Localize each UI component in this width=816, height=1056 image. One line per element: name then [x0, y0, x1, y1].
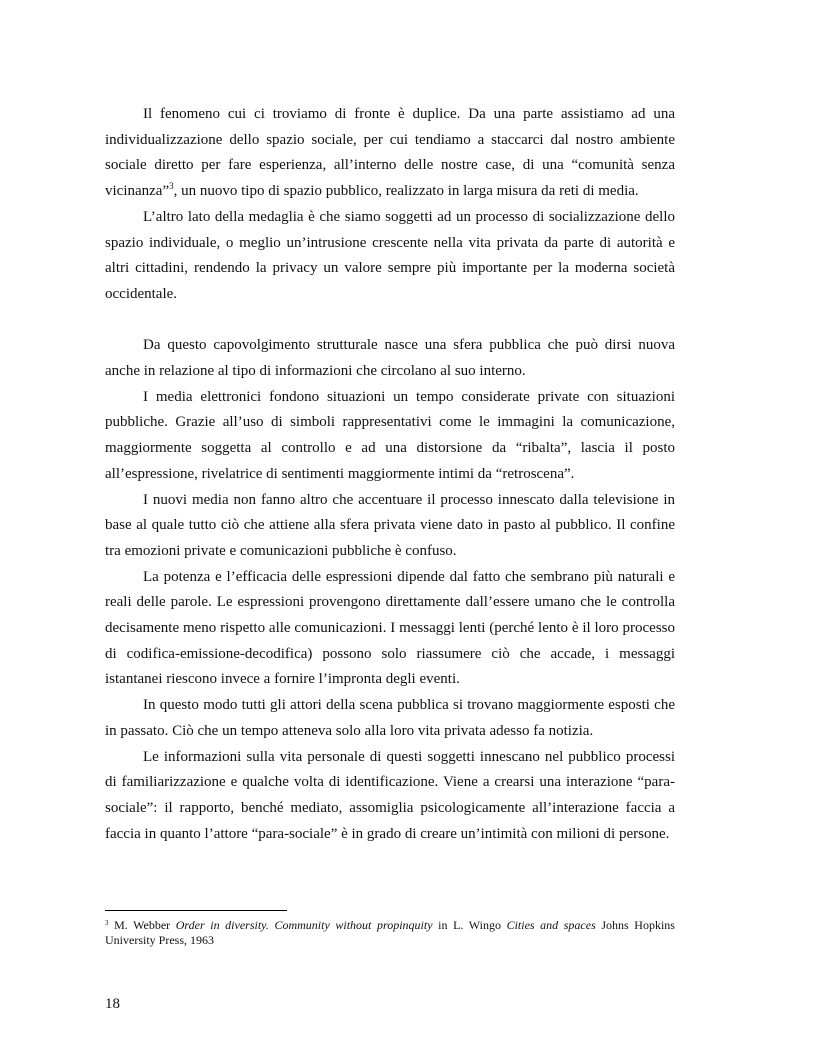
footnote-author: M. Webber: [108, 918, 176, 932]
paragraph-6: La potenza e l’efficacia delle espressioni dipende dal fatto che sembrano più naturali e reali delle parole. Le espressioni provengono direttamente dall’essere umano che le controlla decisamente meno rispetto alle comunicazioni. I messaggi lenti (perché lento è il loro processo di codifica-emissione-decodifica) possono solo riassumere ciò che accade, i messaggi istantanei riescono invece a fornire l’impronta degli eventi.: [105, 568, 675, 688]
footnote-reference[interactable]: 3: [169, 181, 174, 192]
footnote-publisher: Johns Hopkins University Press, 1963: [105, 918, 675, 947]
paragraph-3: Da questo capovolgimento strutturale nasce una sfera pubblica che può dirsi nuova anche in relazione al tipo di informazioni che circolano al suo interno.: [105, 337, 675, 380]
footnote-number: 3: [105, 919, 109, 927]
paragraph-1: [105, 102, 675, 205]
paragraph-1-text: Il fenomeno cui ci troviamo di fronte è duplice. Da una parte assistiamo ad una individualizzazione dello spazio sociale, per cui tendiamo a staccarci dal nostro ambiente sociale diretto per fare esperienza, all’interno delle nostre case, di una “comunità senza vicinanza”: [105, 106, 675, 200]
paragraph-1-text-cont: , un nuovo tipo di spazio pubblico, realizzato in larga misura da reti di media.: [173, 183, 639, 200]
paragraph-7: In questo modo tutti gli attori della scena pubblica si trovano maggiormente esposti che in passato. Ciò che un tempo atteneva solo alla loro vita privata adesso fa notizia.: [105, 697, 675, 739]
paragraph-4: I media elettronici fondono situazioni un tempo considerate private con situazioni pubbliche. Grazie all’uso di simboli rappresentativi come le immagini la comunicazione, maggiormente soggetta al controllo e ad una distorsione da “ribalta”, lascia il posto all’espressione, rivelatrice di sentimenti maggiormente intimi da “retroscena”.: [105, 388, 675, 482]
paragraph-2: L’altro lato della medaglia è che siamo soggetti ad un processo di socializzazione dello spazio individuale, o meglio un’intrusione crescente nella vita privata da parte di autorità e altri cittadini, rendendo la privacy un valore sempre più importante per la moderna società occidentale.: [105, 208, 675, 302]
footnote-mid: in L. Wingo: [432, 918, 507, 932]
footnote-title-1: Order in diversity. Community without propinquity: [175, 918, 433, 932]
footnote: [105, 918, 675, 948]
page-number: 18: [105, 996, 120, 1012]
footnote-divider: [105, 910, 287, 911]
footnote-title-2: Cities and spaces: [506, 918, 596, 932]
body-text-upper: [105, 102, 675, 847]
paragraph-5: I nuovi media non fanno altro che accentuare il processo innescato dalla televisione in base al quale tutto ciò che attiene alla sfera privata viene dato in pasto al pubblico. Il confine tra emozioni private e comunicazioni pubbliche è confuso.: [105, 491, 675, 559]
paragraph-8: Le informazioni sulla vita personale di questi soggetti innescano nel pubblico processi di familiarizzazione e qualche volta di identificazione. Viene a crearsi una interazione “para-sociale”: il rapporto, benché mediato, assomiglia psicologicamente all’interazione faccia a faccia in quanto l’attore “para-sociale” è in grado di creare un’intimità con milioni di persone.: [105, 748, 675, 842]
